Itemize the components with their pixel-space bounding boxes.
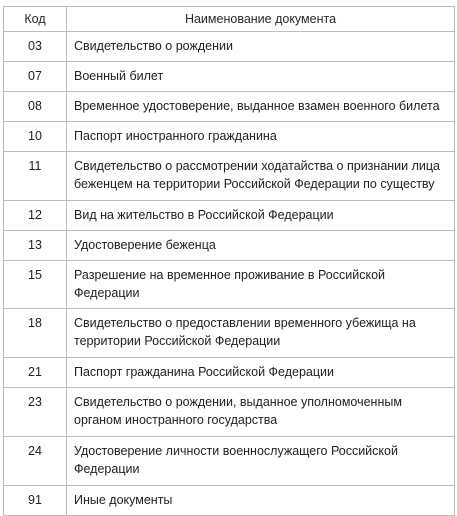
document-name-cell: Удостоверение личности военнослужащего Российской Федерации [67,437,455,486]
document-name-cell: Свидетельство о предоставлении временного убежища на территории Российской Федерации [67,309,455,358]
table-header [4,7,455,32]
table-row [4,201,455,231]
table-row [4,231,455,261]
code-cell: 07 [4,62,67,92]
code-cell: 21 [4,358,67,388]
header-document-name: Наименование документа [67,7,455,32]
code-cell: 11 [4,152,67,201]
document-codes-table [3,6,455,516]
document-name-cell: Военный билет [67,62,455,92]
table-row [4,486,455,516]
document-name-cell: Паспорт иностранного гражданина [67,122,455,152]
document-name-cell: Иные документы [67,486,455,516]
table-row [4,437,455,486]
table-row [4,92,455,122]
table-row [4,261,455,309]
document-name-cell: Удостоверение беженца [67,231,455,261]
code-cell: 24 [4,437,67,486]
code-cell: 10 [4,122,67,152]
code-cell: 08 [4,92,67,122]
code-cell: 91 [4,486,67,516]
code-cell: 23 [4,388,67,437]
code-cell: 15 [4,261,67,309]
document-name-cell: Вид на жительство в Российской Федерации [67,201,455,231]
code-cell: 03 [4,32,67,62]
code-cell: 13 [4,231,67,261]
table-row [4,122,455,152]
table-row [4,358,455,388]
code-cell: 12 [4,201,67,231]
document-name-cell: Свидетельство о рассмотрении ходатайства о признании лица беженцем на территории Российской Федерации по существу [67,152,455,201]
table-row [4,152,455,201]
document-name-cell: Паспорт гражданина Российской Федерации [67,358,455,388]
document-name-cell: Свидетельство о рождении, выданное уполномоченным органом иностранного государства [67,388,455,437]
table-body [4,32,455,516]
document-name-cell: Временное удостоверение, выданное взамен военного билета [67,92,455,122]
table-row [4,32,455,62]
table-row [4,309,455,358]
header-code: Код [4,7,67,32]
document-name-cell: Разрешение на временное проживание в Российской Федерации [67,261,455,309]
table-row [4,388,455,437]
code-cell: 18 [4,309,67,358]
header-row [4,7,455,32]
document-name-cell: Свидетельство о рождении [67,32,455,62]
table-row [4,62,455,92]
